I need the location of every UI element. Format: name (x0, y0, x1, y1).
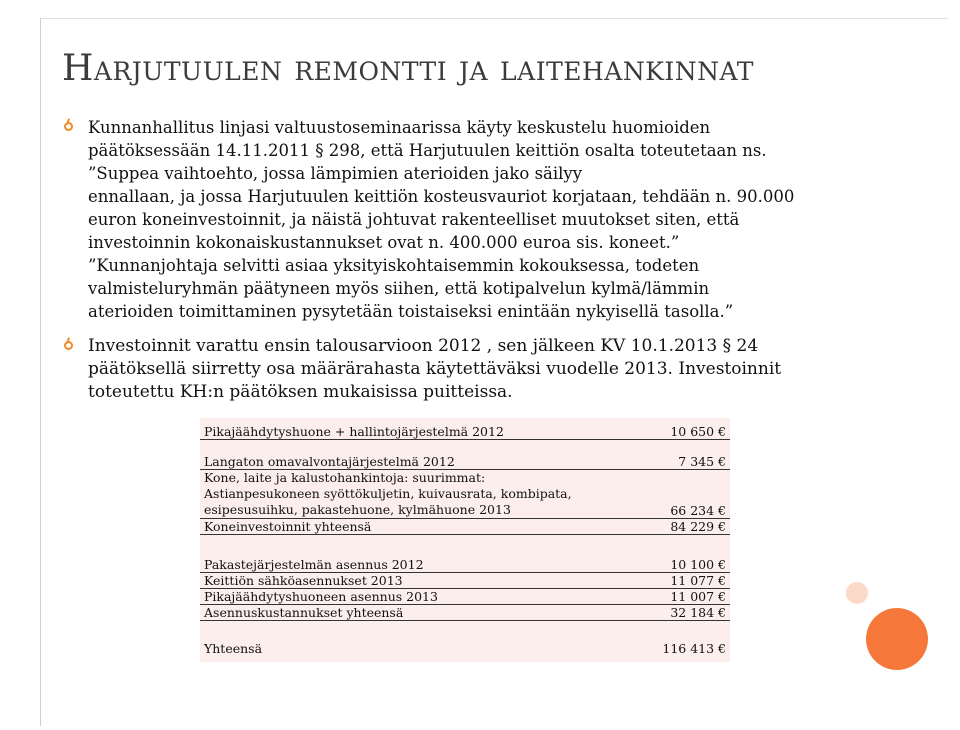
row-label: Pikajäähdytyshuoneen asennus 2013 (204, 589, 438, 604)
bullet-line: aterioiden toimittaminen pysytetään toistaiseksi enintään nykyisellä tasolla.” (88, 302, 734, 321)
cost-table (200, 418, 730, 662)
row-label: Keittiön sähköasennukset 2013 (204, 573, 403, 588)
row-amount: 10 100 € (670, 557, 726, 572)
bullet-item (64, 116, 864, 323)
table-row (200, 557, 730, 573)
bullet-line: Investoinnit varattu ensin talousarvioon 2012 , sen jälkeen KV 10.1.2013 § 24 (88, 336, 759, 356)
row-label: Pakastejärjestelmän asennus 2012 (204, 557, 424, 572)
table-row (200, 470, 730, 519)
row-label: esipesusuihku, pakastehuone, kylmähuone 2013 (204, 502, 511, 517)
bullet-marker-icon (64, 341, 73, 350)
bullet-line: ”Kunnanjohtaja selvitti asiaa yksityiskohtaisemmin kokouksessa, todeten (88, 256, 700, 275)
row-amount: 116 413 € (662, 641, 726, 656)
bullet-marker-icon (64, 122, 73, 131)
table-row (200, 573, 730, 589)
bullet-line: ennallaan, ja jossa Harjutuulen keittiön kosteusvauriot korjataan, tehdään n. 90.000 (88, 187, 795, 206)
row-amount: 11 077 € (670, 573, 726, 588)
bullet-line: päätöksellä siirretty osa määrärahasta käytettäväksi vuodelle 2013. Investoinnit (88, 359, 782, 379)
bullet-line: euron koneinvestoinnit, ja näistä johtuvat rakenteelliset muutokset siten, että (88, 210, 740, 229)
decorative-small-circle (846, 582, 868, 604)
row-label: Koneinvestoinnit yhteensä (204, 519, 372, 534)
row-amount: 7 345 € (678, 454, 726, 469)
bullet-line: ”Suppea vaihtoehto, jossa lämpimien aterioiden jako säilyy (88, 164, 583, 183)
row-label: Pikajäähdytyshuone + hallintojärjestelmä 2012 (204, 424, 504, 439)
bullet-list (64, 116, 864, 416)
table-row (200, 589, 730, 605)
row-amount: 11 007 € (670, 589, 726, 604)
bullet-line: Kunnanhallitus linjasi valtuustoseminaarissa käyty keskustelu huomioiden (88, 118, 711, 137)
bullet-item (64, 335, 864, 404)
decorative-big-circle (866, 608, 928, 670)
table-row-subtotal (200, 605, 730, 621)
bullet-line: päätöksessään 14.11.2011 § 298, että Harjutuulen keittiön osalta toteutetaan ns. (88, 141, 767, 160)
row-label: Astianpesukoneen syöttökuljetin, kuivausrata, kombipata, (204, 486, 572, 501)
row-amount: 84 229 € (670, 519, 726, 534)
row-amount: 32 184 € (670, 605, 726, 620)
slide-title: Harjutuulen remontti ja laitehankinnat (62, 48, 754, 89)
row-amount: 66 234 € (670, 503, 726, 518)
row-amount: 10 650 € (670, 424, 726, 439)
bullet-line: investoinnin kokonaiskustannukset ovat n. 400.000 euroa sis. koneet.” (88, 233, 680, 252)
table-row-subtotal (200, 519, 730, 535)
row-label: Langaton omavalvontajärjestelmä 2012 (204, 454, 455, 469)
bullet-line: toteutettu KH:n päätöksen mukaisissa puitteissa. (88, 382, 513, 402)
table-row-total (200, 641, 730, 656)
table-row (200, 454, 730, 470)
row-label: Asennuskustannukset yhteensä (204, 605, 404, 620)
bullet-line: valmisteluryhmän päätyneen myös siihen, että kotipalvelun kylmä/lämmin (88, 279, 710, 298)
row-label: Yhteensä (204, 641, 263, 656)
table-row (200, 424, 730, 440)
row-label: Kone, laite ja kalustohankintoja: suurimmat: (204, 470, 486, 485)
